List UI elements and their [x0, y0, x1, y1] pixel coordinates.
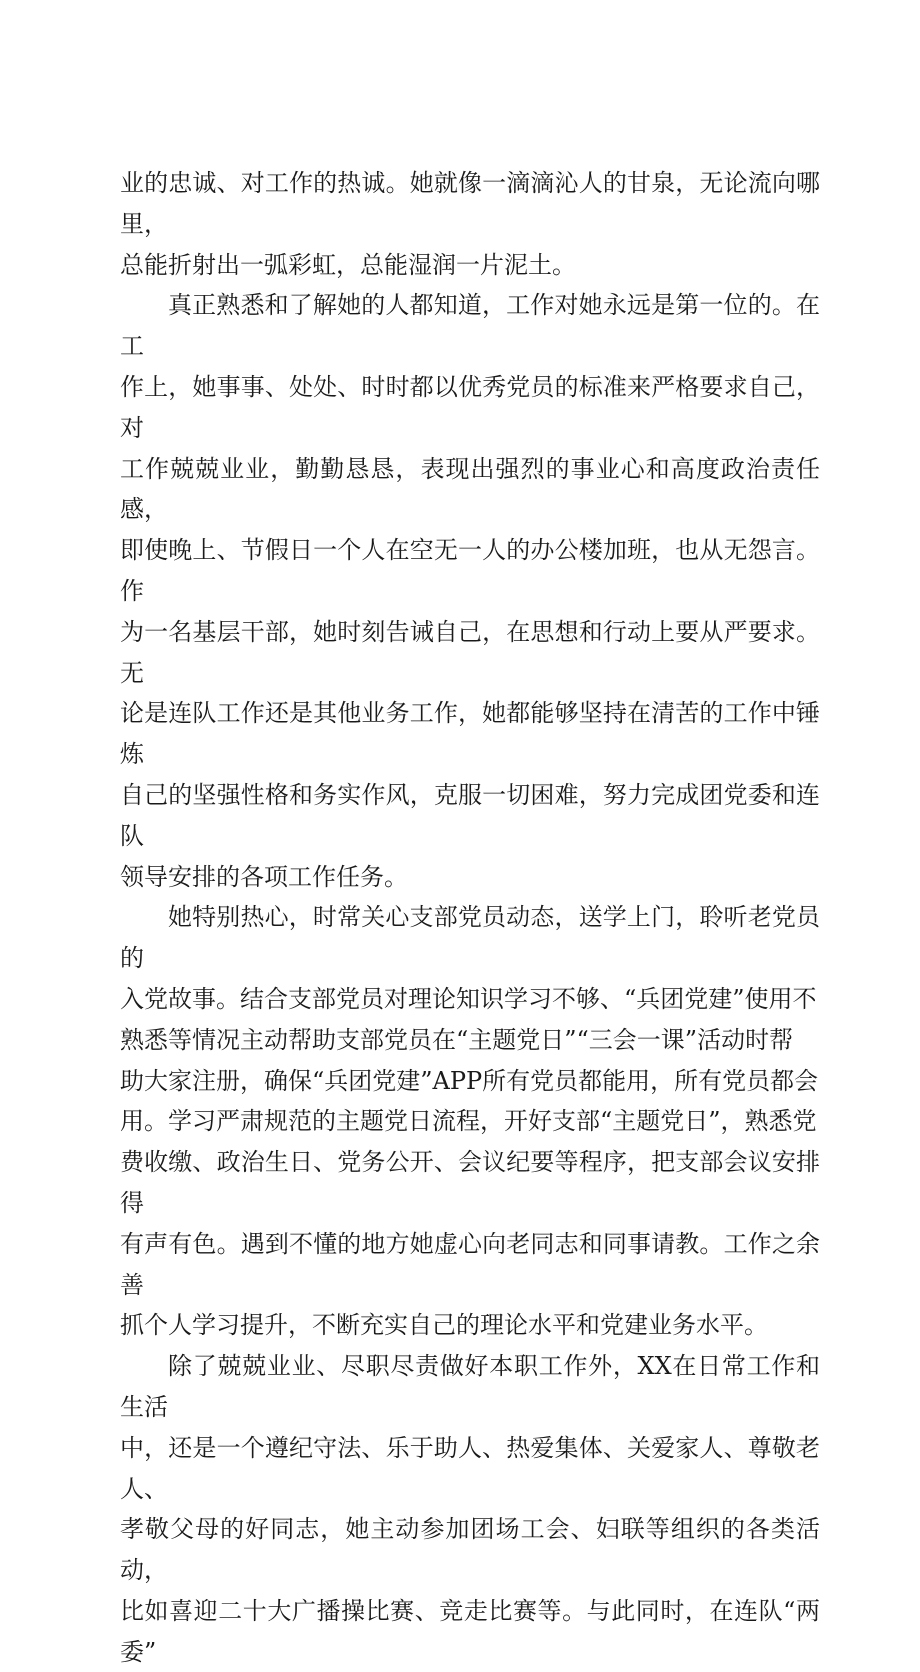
- paragraph-1: 业的忠诚、对工作的热诚。她就像一滴滴沁人的甘泉，无论流向哪里， 总能折射出一弧彩虹，总能湿润一片泥土。: [120, 169, 820, 279]
- body-text: [120, 163, 820, 1672]
- paragraph-4: 除了兢兢业业、尽职尽责做好本职工作外，XX在日常工作和生活 中，还是一个遵纪守法、乐于助人、热爱集体、关爱家人、尊敬老人、 孝敬父母的好同志，她主动参加团场工会、妇联等组织的各类活动， 比如喜迎二十大广播操比赛、竞走比赛等。与此同时，在连队“两委”: [120, 1352, 820, 1666]
- paragraph-2: 真正熟悉和了解她的人都知道，工作对她永远是第一位的。在工 作上，她事事、处处、时时都以优秀党员的标准来严格要求自己，对 工作兢兢业业，勤勤恳恳，表现出强烈的事业心和高度政治责任感， 即使晚上、节假日一个人在空无一人的办公楼加班，也从无怨言。作 为一名基层干部，她时刻告诫自己，在思想和行动上要从严要求。无 论是连队工作还是其他业务工作，她都能够坚持在清苦的工作中锤炼 自己的坚强性格和务实作风，克服一切困难，努力完成团党委和连队 领导安排的各项工作任务。: [120, 291, 820, 891]
- paragraph-3: 她特别热心，时常关心支部党员动态，送学上门，聆听老党员的 入党故事。结合支部党员对理论知识学习不够、“兵团党建”使用不 熟悉等情况主动帮助支部党员在“主题党日”“三会一课”活动时帮 助大家注册，确保“兵团党建”APP所有党员都能用，所有党员都会 用。学习严肃规范的主题党日流程，开好支部“主题党日”，熟悉党 费收缴、政治生日、党务公开、会议纪要等程序，把支部会议安排得 有声有色。遇到不懂的地方她虚心向老同志和同事请教。工作之余善 抓个人学习提升，不断充实自己的理论水平和党建业务水平。: [120, 903, 820, 1340]
